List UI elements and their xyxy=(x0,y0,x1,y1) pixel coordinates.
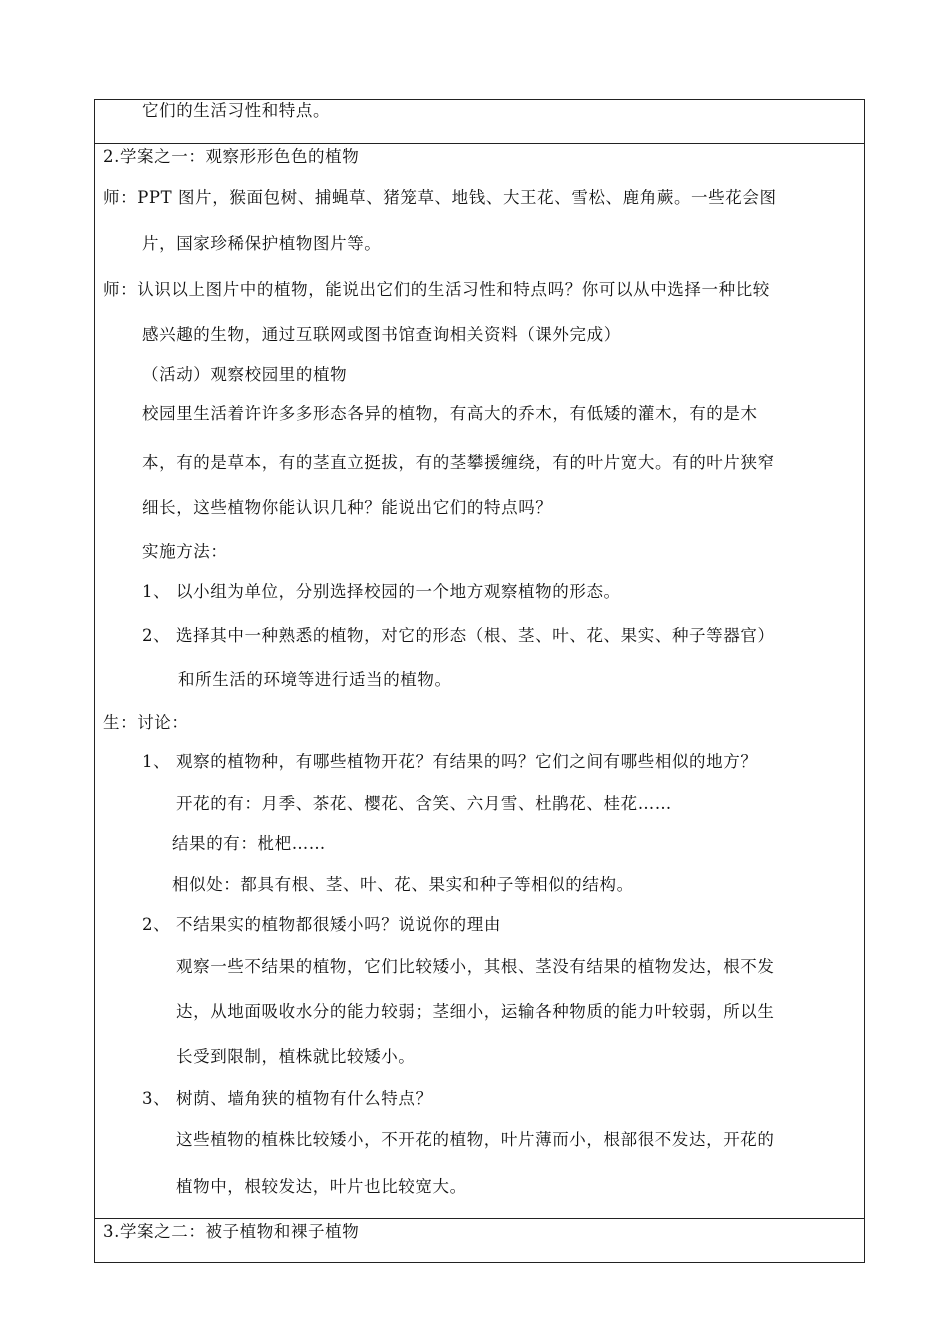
section-heading-2: 3.学案之二：被子植物和裸子植物 xyxy=(103,1222,360,1241)
activity-text: 校园里生活着许许多多形态各异的植物，有高大的乔木，有低矮的灌木，有的是木 xyxy=(142,404,758,423)
activity-title: （活动）观察校园里的植物 xyxy=(142,365,348,384)
row-divider xyxy=(94,1218,865,1219)
teacher-line-cont: 片，国家珍稀保护植物图片等。 xyxy=(142,234,382,253)
teacher-line-cont: 感兴趣的生物，通过互联网或图书馆查询相关资料（课外完成） xyxy=(142,325,621,344)
answer-line: 观察一些不结果的植物，它们比较矮小，其根、茎没有结果的植物发达，根不发 xyxy=(176,957,775,976)
answer-line: 达，从地面吸收水分的能力较弱；茎细小，运输各种物质的能力叶较弱，所以生 xyxy=(176,1002,775,1021)
answer-line: 植物中，根较发达，叶片也比较宽大。 xyxy=(176,1177,467,1196)
teacher-line: 师：认识以上图片中的植物，能说出它们的生活习性和特点吗？你可以从中选择一种比较 xyxy=(103,280,770,299)
method-item: 2、 选择其中一种熟悉的植物，对它的形态（根、茎、叶、花、果实、种子等器官） xyxy=(142,626,775,645)
row1-text: 它们的生活习性和特点。 xyxy=(142,101,331,120)
activity-text: 本，有的是草本，有的茎直立挺拔，有的茎攀援缠绕，有的叶片宽大。有的叶片狭窄 xyxy=(142,453,775,472)
student-line: 生：讨论： xyxy=(103,713,189,732)
section-heading-1: 2.学案之一：观察形形色色的植物 xyxy=(103,147,360,166)
question-item: 1、 观察的植物种，有哪些植物开花？有结果的吗？它们之间有哪些相似的地方？ xyxy=(142,752,758,771)
answer-line: 结果的有：枇杷…… xyxy=(172,834,326,853)
answer-line: 开花的有：月季、茶花、樱花、含笑、六月雪、杜鹃花、桂花…… xyxy=(176,794,672,813)
question-item: 3、 树荫、墙角狭的植物有什么特点？ xyxy=(142,1089,433,1108)
answer-line: 这些植物的植株比较矮小，不开花的植物，叶片薄而小，根部很不发达，开花的 xyxy=(176,1130,775,1149)
answer-line: 长受到限制，植株就比较矮小。 xyxy=(176,1047,416,1066)
method-item: 1、 以小组为单位，分别选择校园的一个地方观察植物的形态。 xyxy=(142,582,621,601)
method-title: 实施方法： xyxy=(142,542,228,561)
teacher-line: 师：PPT 图片，猴面包树、捕蝇草、猪笼草、地钱、大王花、雪松、鹿角蕨。一些花会图 xyxy=(103,188,777,207)
question-item: 2、 不结果实的植物都很矮小吗？说说你的理由 xyxy=(142,915,501,934)
row-divider xyxy=(94,143,865,144)
activity-text: 细长，这些植物你能认识几种？能说出它们的特点吗？ xyxy=(142,498,553,517)
answer-line: 相似处：都具有根、茎、叶、花、果实和种子等相似的结构。 xyxy=(172,875,634,894)
method-item-cont: 和所生活的环境等进行适当的植物。 xyxy=(178,670,452,689)
